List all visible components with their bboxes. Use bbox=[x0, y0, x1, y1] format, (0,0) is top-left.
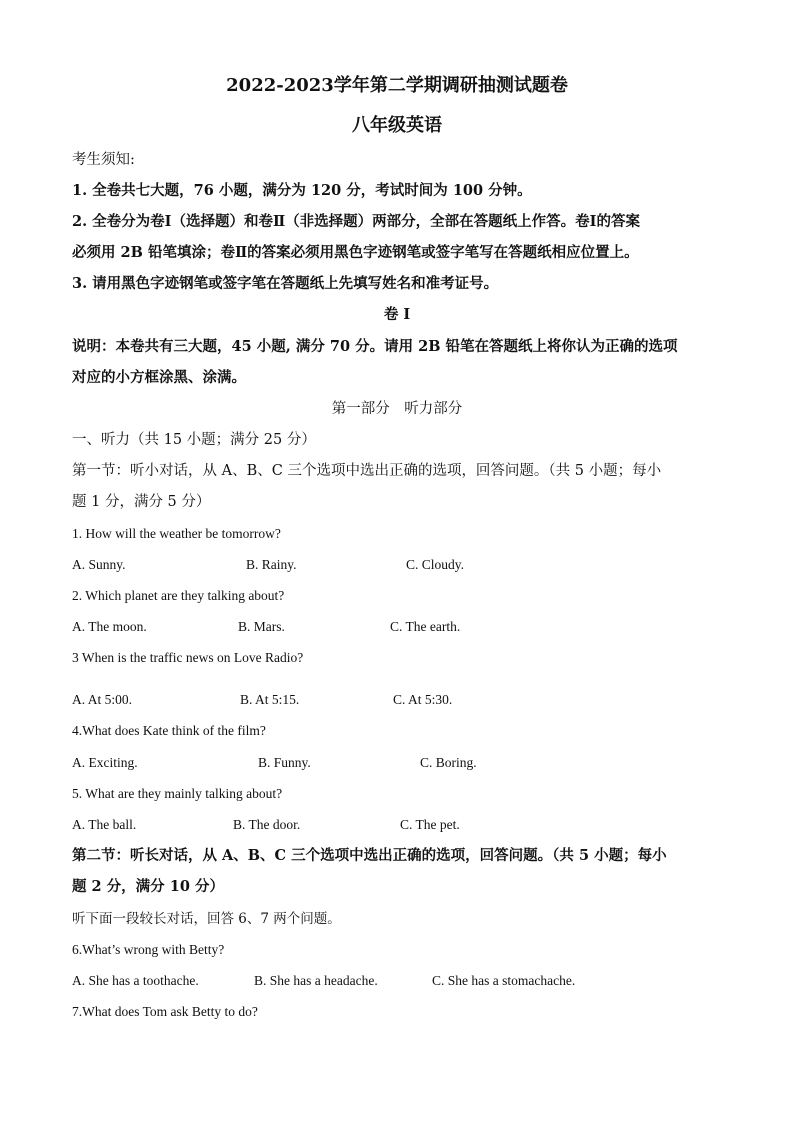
question-4-option-a: A. Exciting. bbox=[72, 755, 138, 770]
volume-desc-line1: 说明：本卷共有三大题，45 小题, 满分 70 分。请用 2B 铅笔在答题纸上将你认为正确的选项 bbox=[72, 338, 678, 355]
subsection-1-line2: 题 1 分，满分 5 分） bbox=[72, 494, 211, 510]
question-2-option-b: B. Mars. bbox=[238, 619, 285, 634]
section-title: 一、听力（共 15 小题；满分 25 分） bbox=[72, 432, 316, 448]
subsection-1-line1: 第一节：听小对话，从 A、B、C 三个选项中选出正确的选项，回答问题。（共 5 小题；每小 bbox=[72, 463, 662, 479]
volume-label: 卷 Ⅰ bbox=[383, 306, 411, 323]
question-2-option-a: A. The moon. bbox=[72, 619, 147, 634]
question-4-option-c: C. Boring. bbox=[420, 755, 477, 770]
notice-item-3: 3. 请用黑色字迹钢笔或签字笔在答题纸上先填写姓名和准考证号。 bbox=[72, 275, 499, 292]
question-2: 2. Which planet are they talking about? bbox=[72, 588, 285, 603]
question-5-option-a: A. The ball. bbox=[72, 817, 137, 832]
volume-desc-line2: 对应的小方框涂黑、涂满。 bbox=[72, 369, 246, 386]
notice-heading: 考生须知: bbox=[72, 152, 135, 168]
question-1-option-c: C. Cloudy. bbox=[406, 557, 465, 572]
notice-item-1: 1. 全卷共七大题，76 小题，满分为 120 分，考试时间为 100 分钟。 bbox=[72, 182, 532, 199]
question-6: 6.What’s wrong with Betty? bbox=[72, 942, 225, 957]
long-dialogue-instruction: 听下面一段较长对话，回答 6、7 两个问题。 bbox=[72, 911, 341, 927]
question-3-option-a: A. At 5:00. bbox=[72, 692, 133, 707]
question-4: 4.What does Kate think of the film? bbox=[72, 723, 266, 738]
exam-subtitle: 八年级英语 bbox=[352, 115, 442, 136]
question-7: 7.What does Tom ask Betty to do? bbox=[72, 1004, 258, 1019]
question-4-option-b: B. Funny. bbox=[258, 755, 311, 770]
question-6-option-a: A. She has a toothache. bbox=[72, 973, 199, 988]
question-6-option-c: C. She has a stomachache. bbox=[432, 973, 576, 988]
exam-title: 2022-2023学年第二学期调研抽测试题卷 bbox=[226, 75, 568, 96]
question-5-option-b: B. The door. bbox=[233, 817, 301, 832]
question-1: 1. How will the weather be tomorrow? bbox=[72, 526, 281, 541]
part-heading: 第一部分 听力部分 bbox=[331, 401, 463, 417]
question-2-option-c: C. The earth. bbox=[390, 619, 461, 634]
question-5-option-c: C. The pet. bbox=[400, 817, 460, 832]
subsection-2-line1: 第二节：听长对话，从 A、B、C 三个选项中选出正确的选项，回答问题。（共 5 小题；每小 bbox=[72, 847, 667, 864]
question-5: 5. What are they mainly talking about? bbox=[72, 786, 283, 801]
question-1-option-a: A. Sunny. bbox=[72, 557, 126, 572]
question-3-option-b: B. At 5:15. bbox=[240, 692, 300, 707]
notice-item-2-line1: 2. 全卷分为卷Ⅰ（选择题）和卷Ⅱ（非选择题）两部分，全部在答题纸上作答。卷Ⅰ的答案 bbox=[72, 213, 640, 230]
question-3-option-c: C. At 5:30. bbox=[393, 692, 453, 707]
notice-item-2-line2: 必须用 2B 铅笔填涂；卷Ⅱ的答案必须用黑色字迹钢笔或签字笔写在答题纸相应位置上。 bbox=[72, 244, 639, 261]
subsection-2-line2: 题 2 分，满分 10 分） bbox=[72, 878, 224, 895]
question-6-option-b: B. She has a headache. bbox=[254, 973, 378, 988]
question-1-option-b: B. Rainy. bbox=[246, 557, 297, 572]
question-3: 3 When is the traffic news on Love Radio? bbox=[72, 650, 304, 665]
